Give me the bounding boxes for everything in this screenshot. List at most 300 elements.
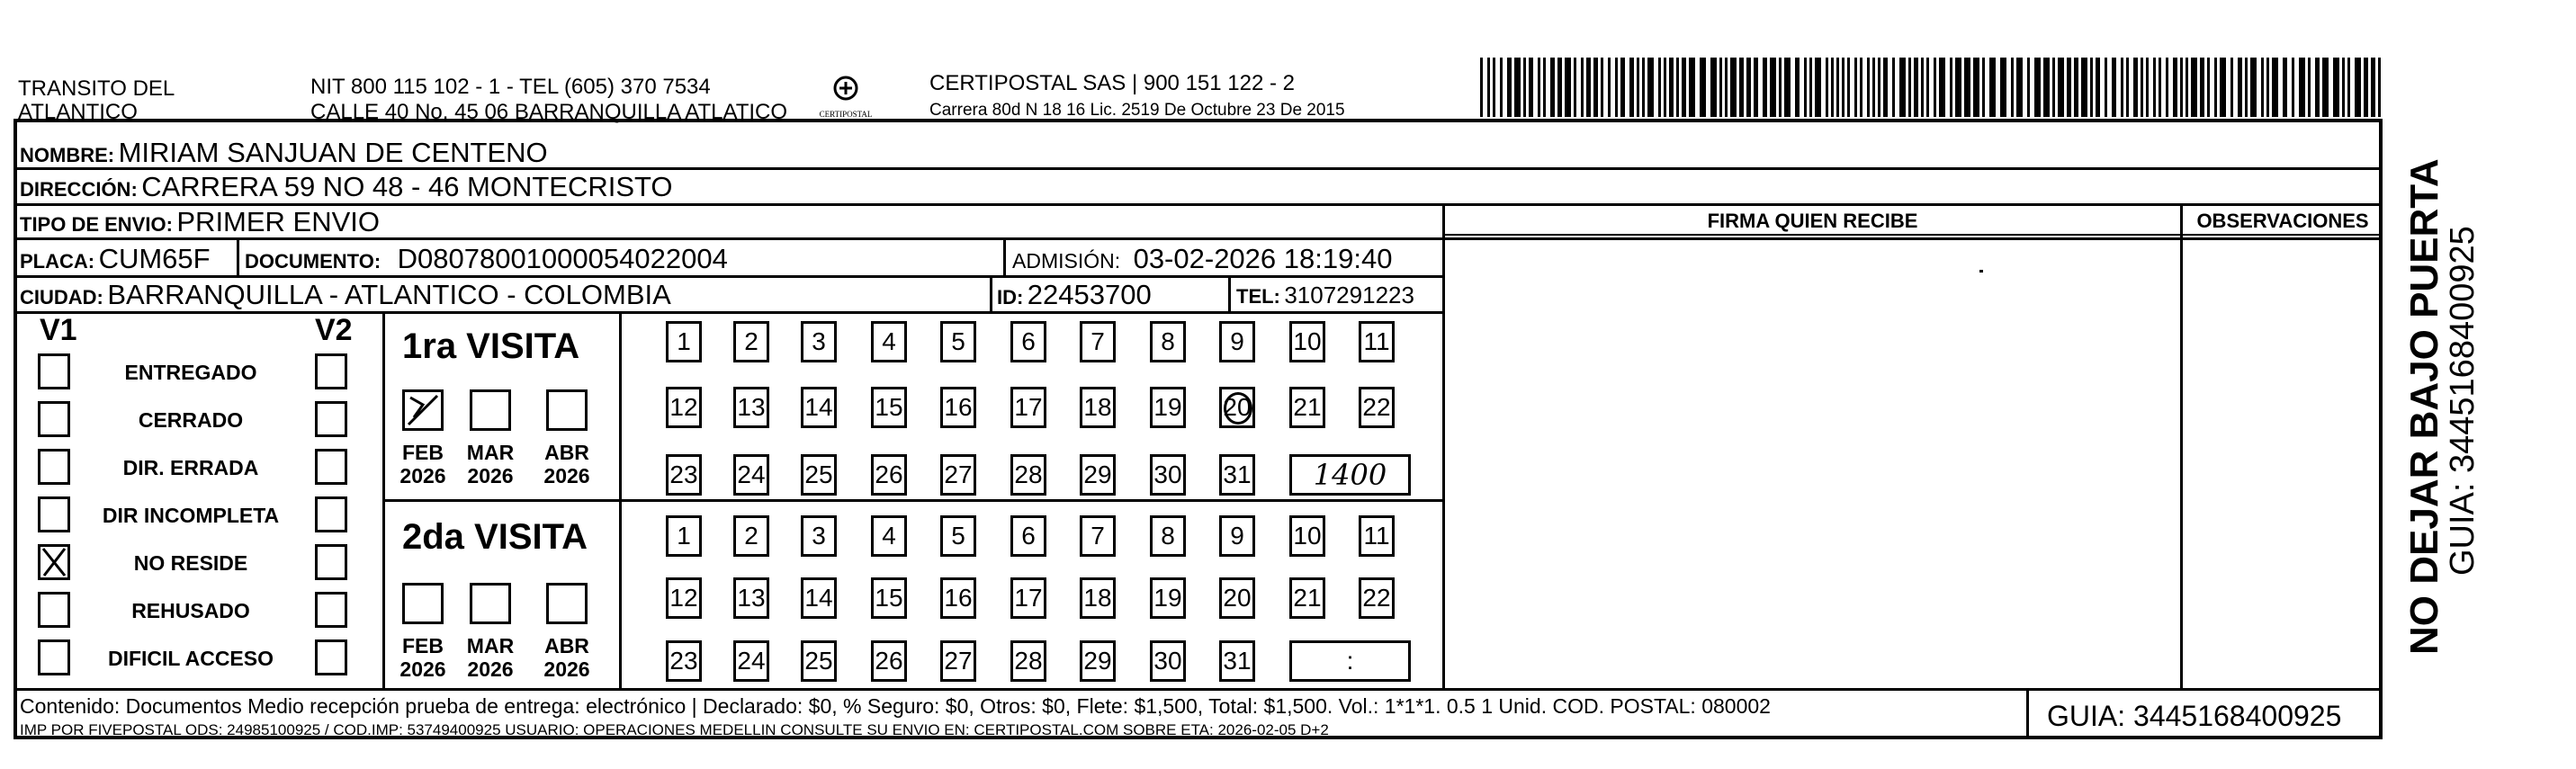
certipostal-logo [810,72,882,122]
day-number: 31 [1223,461,1252,488]
month-year: 2026 [399,464,446,487]
month-checkbox[interactable] [546,583,588,624]
v1-checkbox[interactable] [38,449,70,485]
day-box[interactable] [1289,577,1325,619]
barcode-bar [1754,58,1758,117]
barcode-bar [2266,58,2269,117]
v2-checkbox[interactable] [315,496,347,532]
day-number: 19 [1153,584,1182,612]
month-checkbox[interactable] [470,389,511,431]
day-box[interactable] [871,454,907,496]
day-box[interactable] [1289,321,1325,362]
day-box[interactable] [1080,577,1116,619]
barcode-bar [2180,58,2183,117]
day-box[interactable] [801,515,837,557]
admision-cell [1012,244,1392,280]
day-box[interactable] [940,321,976,362]
company-address: Carrera 80d N 18 16 Lic. 2519 De Octubre 23 De 2015 [929,101,1345,120]
day-number: 2 [744,327,758,355]
barcode-bar [2347,58,2350,117]
divider [382,499,1444,502]
id-cell [997,280,1152,316]
day-box[interactable] [801,387,837,428]
month-label [396,441,450,487]
day-box[interactable] [1219,640,1255,682]
barcode-bar [1892,58,1895,117]
v1-checkbox[interactable] [38,639,70,675]
day-number: 7 [1091,522,1105,550]
barcode-bar [2261,58,2264,117]
documento-label: DOCUMENTO: [245,250,381,273]
day-box[interactable] [1150,321,1186,362]
barcode-bar [2090,58,2093,117]
day-box[interactable] [801,577,837,619]
sender-address: CALLE 40 No. 45 06 BARRANQUILLA ATLATICO [310,100,788,124]
nombre-value: MIRIAM SANJUAN DE CENTENO [118,137,548,168]
barcode-bar [2299,58,2305,117]
side-text [2384,0,2576,769]
month-name: ABR [544,441,589,464]
ciudad-value: BARRANQUILLA - ATLANTICO - COLOMBIA [107,279,671,310]
barcode-bar [2043,58,2050,117]
v2-checkbox[interactable] [315,544,347,580]
v2-header: V2 [315,313,353,347]
barcode-bar [2034,58,2041,117]
tel-value: 3107291223 [1284,282,1414,308]
day-box[interactable] [1150,640,1186,682]
barcode-bar [1620,58,1625,117]
day-number: 31 [1223,647,1252,675]
barcode-bar [1763,58,1767,117]
barcode-bar [1955,58,1961,117]
barcode-bar [1815,58,1821,117]
no-dejar-bajo-puerta: NO DEJAR BAJO PUERTA [2402,158,2446,655]
day-box[interactable] [1080,387,1116,428]
v1-header: V1 [40,313,77,347]
ciudad-label: CIUDAD: [20,286,103,308]
barcode-bar [1883,58,1888,117]
circle-mark-icon [1224,392,1252,425]
placa-label: PLACA: [20,250,95,273]
barcode-bar [1642,58,1645,117]
day-box[interactable] [733,387,769,428]
barcode-bar [1543,58,1546,117]
day-number: 5 [951,327,965,355]
barcode-bar [1523,58,1526,117]
barcode-bar [2292,58,2294,117]
firma-header: FIRMA QUIEN RECIBE [1707,210,1918,232]
barcode-bar [2333,58,2339,117]
day-box[interactable] [666,640,702,682]
day-number: 26 [875,461,903,488]
barcode-bar [1493,58,1495,117]
day-number: 2 [744,522,758,550]
v1-checkbox[interactable] [38,401,70,437]
barcode-bar [1615,58,1618,117]
day-box[interactable] [1289,515,1325,557]
v2-checkbox[interactable] [315,353,347,389]
placa-cell [20,244,211,280]
barcode-bar [2220,58,2226,117]
barcode-bar [2245,58,2248,117]
admision-value: 03-02-2026 18:19:40 [1133,243,1393,274]
x-mark-icon [40,547,67,577]
month-year: 2026 [467,657,514,681]
tipo-envio-label: TIPO DE ENVIO: [20,213,173,236]
reason-label: CERRADO [138,408,244,432]
v1-checkbox[interactable] [38,592,70,628]
barcode-bar [2146,58,2149,117]
day-number: 1 [677,522,691,550]
barcode-bar [1921,58,1924,117]
barcode-bar [2238,58,2242,117]
day-box[interactable] [1219,454,1255,496]
barcode-bar [1676,58,1679,117]
barcode-bar [1826,58,1828,117]
day-number: 11 [1363,522,1390,550]
day-box[interactable] [871,640,907,682]
divider [1003,237,1006,275]
day-number: 27 [944,461,973,488]
day-number: 16 [944,393,973,421]
visit-time-box[interactable]: : [1289,640,1411,682]
day-box[interactable] [1080,454,1116,496]
reason-label: NO RESIDE [133,551,248,575]
day-box[interactable] [1010,577,1046,619]
barcode-bar [2096,58,2100,117]
visit-time-box[interactable]: 1400 [1289,454,1411,496]
barcode-bar [2112,58,2116,117]
day-box[interactable] [940,387,976,428]
barcode-bar [1608,58,1611,117]
day-number: 29 [1083,461,1112,488]
day-box[interactable] [1359,387,1395,428]
barcode-bar [1719,58,1722,117]
day-box[interactable] [1010,515,1046,557]
barcode-bar [1950,58,1952,117]
reason-label: DIR INCOMPLETA [102,504,280,527]
day-number: 24 [737,461,766,488]
sender-name-line2: ATLANTICO [18,100,138,124]
barcode-bar [1795,58,1800,117]
day-number: 4 [882,327,896,355]
day-number: 5 [951,522,965,550]
day-box[interactable] [871,577,907,619]
barcode-bar [1565,58,1571,117]
barcode-bar [2207,58,2210,117]
day-box[interactable] [733,515,769,557]
day-number: 10 [1293,522,1322,550]
v2-checkbox[interactable] [315,592,347,628]
month-label [463,441,517,487]
v2-checkbox[interactable] [315,639,347,675]
barcode-bar [1934,58,1936,117]
day-box[interactable] [1150,454,1186,496]
barcode-bar [1973,58,1979,117]
barcode-bar [1601,58,1603,117]
barcode-bar [1581,58,1584,117]
day-box[interactable] [940,640,976,682]
day-box[interactable] [801,640,837,682]
day-box[interactable] [1219,387,1255,428]
barcode-bar [1908,58,1911,117]
day-number: 25 [804,461,833,488]
day-box[interactable] [1010,321,1046,362]
barcode-bar [1878,58,1880,117]
month-label [540,634,594,681]
month-year: 2026 [543,464,590,487]
barcode-bar [2230,58,2233,117]
barcode-bar [1872,58,1875,117]
barcode-bar [2166,58,2168,117]
barcode-bar [1689,58,1695,117]
day-number: 12 [669,584,698,612]
day-box[interactable] [1289,387,1325,428]
month-label [463,634,517,681]
documento-cell [245,244,728,280]
barcode-bar [2011,58,2014,117]
day-box[interactable] [1219,321,1255,362]
day-box[interactable] [940,577,976,619]
ink-dot [1979,270,1983,273]
barcode-bar [1637,58,1639,117]
day-box[interactable] [1150,577,1186,619]
day-number: 16 [944,584,973,612]
day-box[interactable] [1080,321,1116,362]
day-box[interactable] [1219,515,1255,557]
footer-contenido: Contenido: Documentos Medio recepción prueba de entrega: electrónico | Declarado: $0, % Seguro: $0, Otros: $0, Flete: $1,500, Total: $1,500. Vol.: 1*1*1. 0.5 1 Unid. COD. POSTAL: 080002 [20,694,1771,718]
divider [237,237,239,275]
direccion-label: DIRECCIÓN: [20,178,138,201]
v1-checkbox[interactable] [38,544,70,580]
day-number: 8 [1161,522,1175,550]
barcode-bar [1867,58,1870,117]
day-number: 15 [875,393,903,421]
barcode-bar [1964,58,1970,117]
day-box[interactable] [666,387,702,428]
day-box[interactable] [1359,321,1395,362]
day-box[interactable] [666,515,702,557]
barcode-bar [2308,58,2311,117]
day-box[interactable] [1010,387,1046,428]
barcode-bar [2214,58,2217,117]
placa-value: CUM65F [98,243,211,274]
day-number: 14 [804,584,833,612]
day-box[interactable] [1010,640,1046,682]
barcode-bar [2067,58,2071,117]
nombre-label: NOMBRE: [20,144,115,166]
barcode-bar [1847,58,1850,117]
day-box[interactable] [733,454,769,496]
barcode-bar [2121,58,2123,117]
barcode-bar [1586,58,1591,117]
day-number: 23 [669,647,698,675]
day-box[interactable] [1080,640,1116,682]
day-number: 18 [1083,584,1112,612]
divider [990,275,992,311]
month-label [396,634,450,681]
day-number: 13 [737,393,766,421]
day-number: 22 [1362,393,1391,421]
barcode-bar [1538,58,1540,117]
day-box[interactable] [733,577,769,619]
day-number: 22 [1362,584,1391,612]
day-box[interactable] [1080,515,1116,557]
day-number: 14 [804,393,833,421]
barcode-bar [1982,58,1985,117]
month-name: MAR [466,634,515,657]
sender-nit: NIT 800 115 102 - 1 - TEL (605) 370 7534 [310,75,711,99]
barcode-bar [1836,58,1839,117]
tel-cell [1236,280,1414,315]
barcode [1480,58,2384,117]
barcode-bar [2322,58,2329,117]
barcode-bar [1647,58,1654,117]
month-checkbox[interactable] [402,389,444,431]
barcode-bar [1860,58,1862,117]
sender-name-line1: TRANSITO DEL [18,76,175,101]
barcode-bar [1730,58,1737,117]
barcode-bar [1779,58,1782,117]
barcode-bar [1784,58,1791,117]
barcode-bar [1700,58,1706,117]
barcode-bar [1557,58,1562,117]
month-checkbox[interactable] [546,389,588,431]
barcode-bar [1658,58,1661,117]
day-number: 17 [1014,584,1043,612]
first-visit-title: 1ra VISITA [402,326,580,366]
day-box[interactable] [940,515,976,557]
day-box[interactable] [871,515,907,557]
barcode-bar [1629,58,1634,117]
month-label [540,441,594,487]
day-number: 6 [1021,327,1036,355]
day-number: 9 [1230,522,1244,550]
barcode-bar [2200,58,2204,117]
barcode-bar [2081,58,2087,117]
barcode-bar [2191,58,2197,117]
barcode-bar [1500,58,1503,117]
barcode-bar [2126,58,2129,117]
month-checkbox[interactable] [402,583,444,624]
footer-guia: GUIA: 3445168400925 [2047,700,2342,732]
day-box[interactable] [666,454,702,496]
day-number: 15 [875,584,903,612]
direccion-value: CARRERA 59 NO 48 - 46 MONTECRISTO [141,171,673,202]
barcode-bar [1804,58,1807,117]
tipo-envio-row [20,207,380,243]
barcode-bar [2315,58,2320,117]
day-box[interactable] [871,321,907,362]
month-name: ABR [544,634,589,657]
day-box[interactable] [1150,515,1186,557]
day-box[interactable] [940,454,976,496]
day-box[interactable] [1150,387,1186,428]
day-box[interactable] [801,454,837,496]
barcode-bar [2074,58,2078,117]
company-name: CERTIPOSTAL SAS | 900 151 122 - 2 [929,71,1295,95]
month-name: MAR [466,441,515,464]
day-box[interactable] [1219,577,1255,619]
day-number: 12 [669,393,698,421]
day-box[interactable] [1359,577,1395,619]
day-box[interactable] [666,577,702,619]
barcode-bar [1939,58,1945,117]
day-number: 23 [669,461,698,488]
month-year: 2026 [467,464,514,487]
barcode-bar [1770,58,1776,117]
barcode-bar [1480,58,1483,117]
barcode-bar [2052,58,2055,117]
barcode-bar [1507,58,1512,117]
barcode-bar [2250,58,2257,117]
barcode-bar [1854,58,1857,117]
day-number: 13 [737,584,766,612]
day-number: 19 [1153,393,1182,421]
v2-checkbox[interactable] [315,449,347,485]
day-number: 20 [1223,584,1252,612]
divider [1442,234,2383,236]
day-number: 25 [804,647,833,675]
id-value: 22453700 [1027,279,1152,310]
ciudad-cell [20,280,671,316]
barcode-bar [2159,58,2161,117]
day-box[interactable] [801,321,837,362]
documento-value: D08078001000054022004 [397,243,728,274]
day-number: 28 [1014,647,1043,675]
svg-text:CERTIPOSTAL: CERTIPOSTAL [819,110,873,119]
v1-checkbox[interactable] [38,496,70,532]
day-number: 30 [1153,647,1182,675]
day-number: 9 [1230,327,1244,355]
observaciones-header: OBSERVACIONES [2196,210,2369,232]
reason-label: ENTREGADO [124,361,257,384]
day-box[interactable] [871,387,907,428]
v2-checkbox[interactable] [315,401,347,437]
divider [1228,275,1231,311]
nombre-row [20,138,548,174]
tipo-envio-value: PRIMER ENVIO [176,206,381,237]
day-box[interactable] [666,321,702,362]
v1-checkbox[interactable] [38,353,70,389]
day-number: 24 [737,647,766,675]
barcode-bar [1725,58,1728,117]
barcode-bar [1669,58,1674,117]
day-number: 8 [1161,327,1175,355]
barcode-bar [2058,58,2064,117]
month-year: 2026 [399,657,446,681]
barcode-bar [1487,58,1490,117]
day-number: 4 [882,522,896,550]
day-box[interactable] [733,640,769,682]
reason-label: REHUSADO [131,599,250,622]
barcode-bar [1593,58,1598,117]
day-box[interactable] [1359,515,1395,557]
day-box[interactable] [1010,454,1046,496]
tel-label: TEL: [1236,285,1280,308]
day-number: 30 [1153,461,1182,488]
day-box[interactable] [733,321,769,362]
barcode-bar [1710,58,1717,117]
month-checkbox[interactable] [470,583,511,624]
day-number: 10 [1293,327,1322,355]
barcode-bar [1550,58,1555,117]
barcode-bar [1914,58,1918,117]
barcode-bar [1746,58,1751,117]
day-number: 26 [875,647,903,675]
month-name: FEB [402,441,444,464]
barcode-bar [2371,58,2375,117]
